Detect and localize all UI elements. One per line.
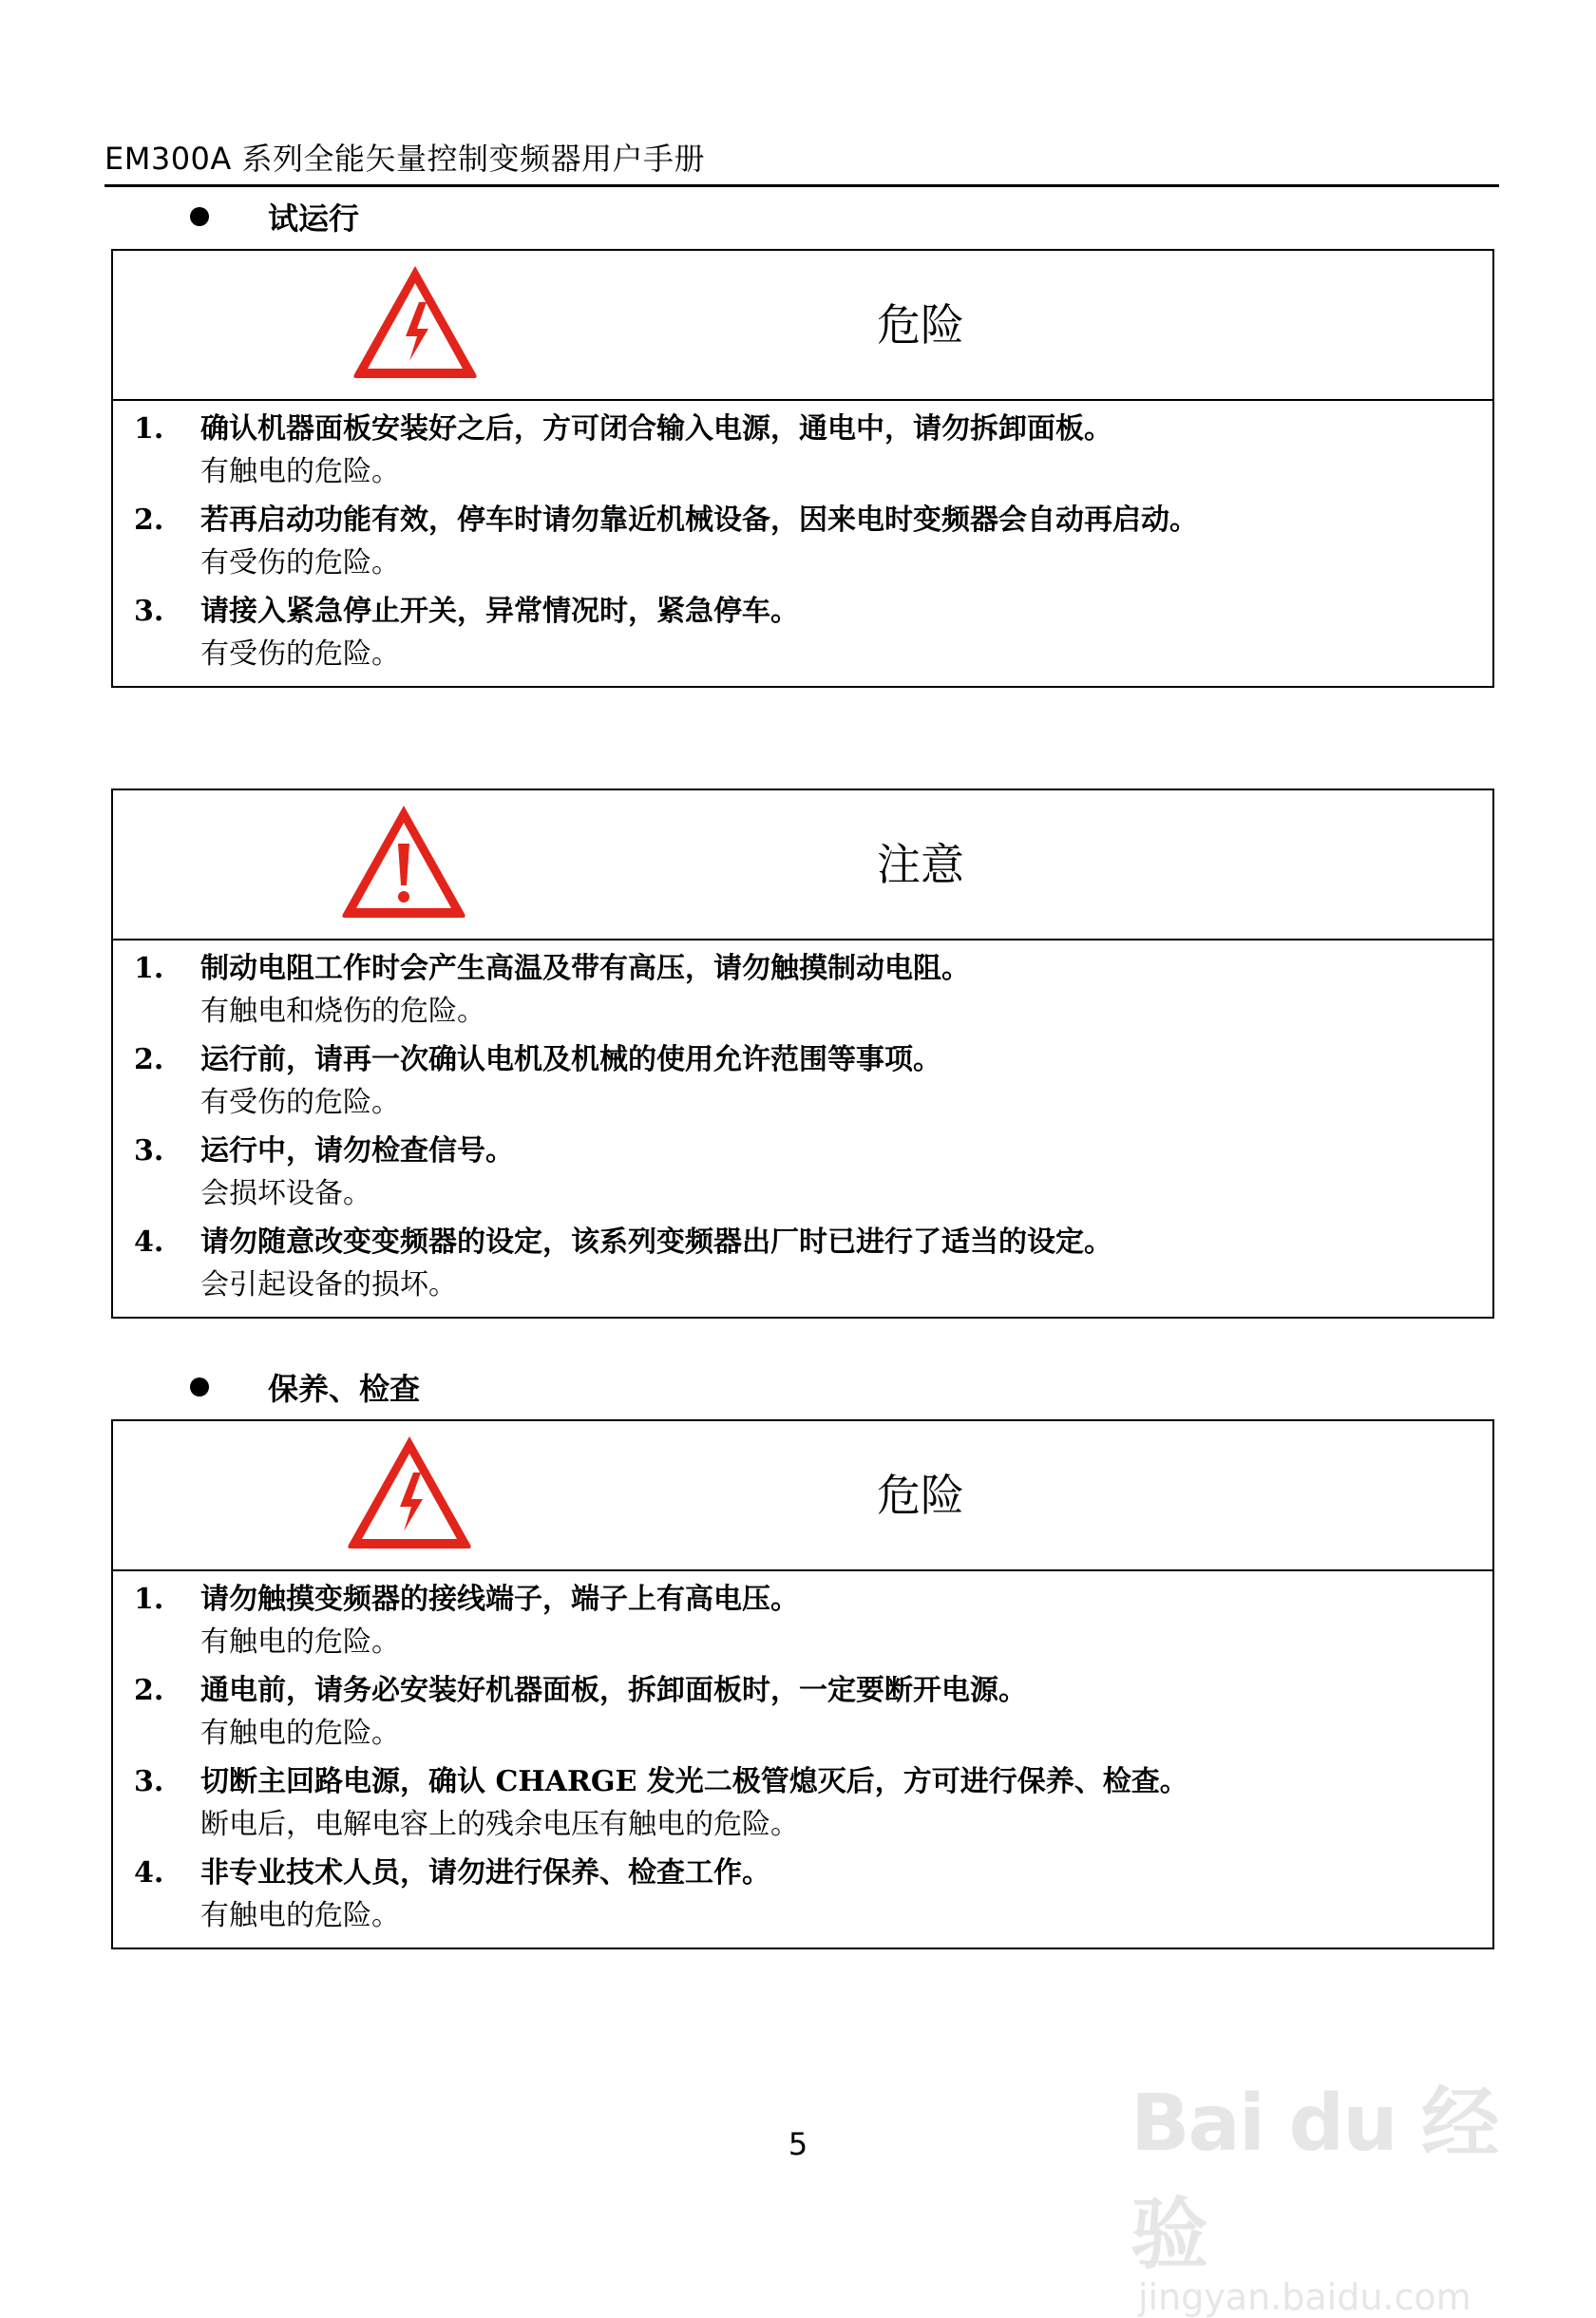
box-title: 危险: [877, 1470, 964, 1521]
item-sub-text: 有触电的危险。: [200, 1717, 400, 1750]
item-number: 2.: [134, 504, 164, 537]
bullet-dot: [190, 207, 209, 226]
box-items: [113, 401, 1492, 686]
item-main-text: 运行前，请再一次确认电机及机械的使用允许范围等事项。: [200, 1043, 941, 1076]
watermark-logo: Bai du 经验: [1130, 2079, 1498, 2280]
header-title: EM300A 系列全能矢量控制变频器用户手册: [104, 141, 705, 177]
item-number: 2.: [134, 1043, 164, 1076]
caution-box: [111, 788, 1494, 1319]
item-sub-text: 断电后，电解电容上的残余电压有触电的危险。: [200, 1808, 799, 1841]
item-number: 1.: [134, 1583, 164, 1616]
danger-box-maintenance: [111, 1419, 1494, 1949]
section-heading-text: 保养、检查: [268, 1371, 421, 1407]
item-sub-text: 有受伤的危险。: [200, 546, 400, 580]
item-sub-text: 会引起设备的损坏。: [200, 1268, 457, 1302]
section-heading-text: 试运行: [268, 200, 360, 237]
item-sub-text: 有触电的危险。: [200, 1899, 400, 1932]
item-main-text: 切断主回路电源，确认 CHARGE 发光二极管熄灭后，方可进行保养、检查。: [200, 1765, 1188, 1798]
high-voltage-warning-icon: [351, 262, 480, 382]
item-main-text: 请勿随意改变变频器的设定，该系列变频器出厂时已进行了适当的设定。: [200, 1226, 1112, 1259]
box-header: [113, 790, 1492, 940]
header-rule: [104, 184, 1499, 187]
box-items: [113, 940, 1492, 1317]
item-number: 4.: [134, 1226, 164, 1259]
box-title: 注意: [877, 839, 964, 890]
list-item: [113, 1130, 1492, 1216]
item-number: 4.: [134, 1856, 164, 1890]
item-main-text: 请接入紧急停止开关，异常情况时，紧急停车。: [200, 595, 799, 628]
list-item: [113, 1761, 1492, 1847]
item-sub-text: 有受伤的危险。: [200, 637, 400, 671]
item-number: 3.: [134, 1134, 164, 1168]
caution-exclamation-icon: [339, 802, 468, 922]
list-item: [113, 591, 1492, 676]
item-main-text: 制动电阻工作时会产生高温及带有高压，请勿触摸制动电阻。: [200, 952, 970, 985]
list-item: [113, 1852, 1492, 1938]
list-item: [113, 1039, 1492, 1125]
section-heading-maintenance: [190, 1368, 420, 1406]
item-sub-text: 有触电的危险。: [200, 455, 400, 488]
watermark-url: jingyan.baidu.com: [1138, 2276, 1472, 2318]
page-number: 5: [788, 2126, 808, 2162]
section-heading-trial-run: [190, 198, 359, 236]
list-item: [113, 1579, 1492, 1664]
danger-box-trial-run: [111, 249, 1494, 688]
item-number: 3.: [134, 595, 164, 628]
box-items: [113, 1571, 1492, 1948]
item-main-text: 确认机器面板安装好之后，方可闭合输入电源，通电中，请勿拆卸面板。: [200, 412, 1112, 446]
baidu-watermark: [1130, 2062, 1520, 2318]
item-number: 1.: [134, 412, 164, 446]
item-main-text: 若再启动功能有效，停车时请勿靠近机械设备，因来电时变频器会自动再启动。: [200, 504, 1198, 537]
list-item: [113, 500, 1492, 585]
item-sub-text: 有触电和烧伤的危险。: [200, 995, 485, 1028]
item-main-text: 请勿触摸变频器的接线端子，端子上有高电压。: [200, 1583, 799, 1616]
box-header: [113, 251, 1492, 401]
item-sub-text: 会损坏设备。: [200, 1177, 371, 1210]
item-main-text: 非专业技术人员，请勿进行保养、检查工作。: [200, 1856, 770, 1890]
item-main-text: 通电前，请务必安装好机器面板，拆卸面板时，一定要断开电源。: [200, 1674, 1027, 1707]
item-main-text: 运行中，请勿检查信号。: [200, 1134, 514, 1168]
high-voltage-warning-icon: [345, 1433, 474, 1552]
item-sub-text: 有受伤的危险。: [200, 1086, 400, 1119]
box-header: [113, 1421, 1492, 1571]
item-number: 3.: [134, 1765, 164, 1798]
item-sub-text: 有触电的危险。: [200, 1625, 400, 1659]
list-item: [113, 1222, 1492, 1307]
list-item: [113, 408, 1492, 494]
item-number: 1.: [134, 952, 164, 985]
bullet-dot: [190, 1378, 209, 1396]
box-title: 危险: [877, 299, 964, 351]
list-item: [113, 948, 1492, 1034]
list-item: [113, 1670, 1492, 1756]
item-number: 2.: [134, 1674, 164, 1707]
